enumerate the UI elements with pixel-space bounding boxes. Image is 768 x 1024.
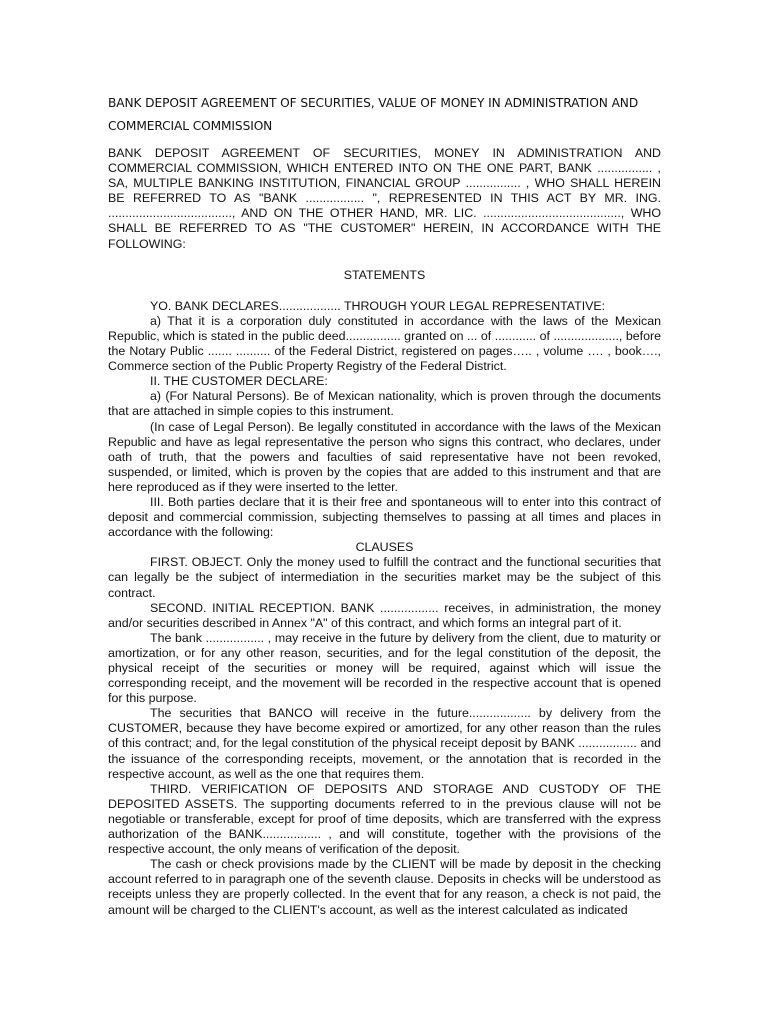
clause-second-b: The bank ................. , may receive in the future by delivery from the client, due to maturity or amortization, or for any other reason, securities, and for the legal constitution of the deposit, the physical receipt of the securities or money will be required, against which will issue the corresponding receipt, and the movement will be recorded in the respective account that is opened for this purpose. [108,630,661,706]
statement-bank-a: a) That it is a corporation duly constituted in accordance with the laws of the Mexican Republic, which is stated in the public deed................ granted on ... of ............ of ..................., before the Notary Public ....... .......... of the Federal District, registered on pages….. , volume …. , book…., Commerce section of the Public Property Registry of the Federal District. [108,313,661,374]
clause-third: THIRD. VERIFICATION OF DEPOSITS AND STORAGE AND CUSTODY OF THE DEPOSITED ASSETS. The supporting documents referred to in the previous clause will not be negotiable or transferable, except for proof of time deposits, which are transferred with the express authorization of the BANK................. , and will constitute, together with the provisions of the respective account, the only means of verification of the deposit. [108,781,661,857]
clauses-title: CLAUSES [355,540,414,555]
clause-first: FIRST. OBJECT. Only the money used to fulfill the contract and the functional securities that can legally be the subject of intermediation in the securities market may be the subject of this contract. [108,555,661,600]
statement-customer-declare: II. THE CUSTOMER DECLARE: [150,374,328,389]
document-heading [108,92,661,138]
document-page [108,92,661,918]
clause-second: SECOND. INITIAL RECEPTION. BANK ................. receives, in administration, the money and/or securities described in Annex "A" of this contract, and which forms an integral part of it. [108,600,661,630]
clause-third-b: The cash or check provisions made by the CLIENT will be made by deposit in the checking account referred to in paragraph one of the seventh clause. Deposits in checks will be understood as receipts unless they are properly collected. In the event that for any reason, a check is not paid, the amount will be charged to the CLIENT's account, as well as the interest calculated as indicated [108,857,661,917]
intro-paragraph: BANK DEPOSIT AGREEMENT OF SECURITIES, MONEY IN ADMINISTRATION AND COMMERCIAL COMMISSION, WHICH ENTERED INTO ON THE ONE PART, BANK ................ , SA, MULTIPLE BANKING INSTITUTION, FINANCIAL GROUP ................ , WHO SHALL HEREIN BE REFERRED TO AS "BANK ................. ", REPRESENTED IN THIS ACT BY MR. ING. ...................................., AND ON THE OTHER HAND, MR. LIC. ........................................, WHO SHALL BE REFERRED TO AS "THE CUSTOMER" HEREIN, IN ACCORDANCE WITH THE FOLLOWING: [108,146,661,251]
statements-title: STATEMENTS [343,267,426,282]
statement-both-parties: III. Both parties declare that it is their free and spontaneous will to enter into this contract of deposit and commercial commission, subjecting themselves to passing at all times and places in accordance with the following: [108,494,661,540]
heading-line-2: COMMERCIAL COMMISSION [108,119,273,133]
statement-customer-a: a) (For Natural Persons). Be of Mexican nationality, which is proven through the documents that are attached in simple copies to this instrument. [108,389,661,419]
statement-bank-declares: YO. BANK DECLARES.................. THROUGH YOUR LEGAL REPRESENTATIVE: [150,298,606,313]
clause-second-c: The securities that BANCO will receive in the future.................. by delivery from the CUSTOMER, because they have become expired or amortized, for any other reason than the rules of this contract; and, for the legal constitution of the physical receipt deposit by BANK ................. and the issuance of the corresponding receipts, movement, or the annotation that is recorded in the respective account, as well as the one that requires them. [108,706,661,781]
heading-line-1: BANK DEPOSIT AGREEMENT OF SECURITIES, VALUE OF MONEY IN ADMINISTRATION AND [108,96,639,110]
statement-customer-legal: (In case of Legal Person). Be legally constituted in accordance with the laws of the Mexican Republic and have as legal representative the person who signs this contract, who declares, under oath of truth, that the powers and faculties of said representative have not been revoked, suspended, or limited, which is proven by the copies that are added to this instrument and that are here reproduced as if they were inserted to the letter. [108,419,661,494]
document-body [108,146,661,918]
